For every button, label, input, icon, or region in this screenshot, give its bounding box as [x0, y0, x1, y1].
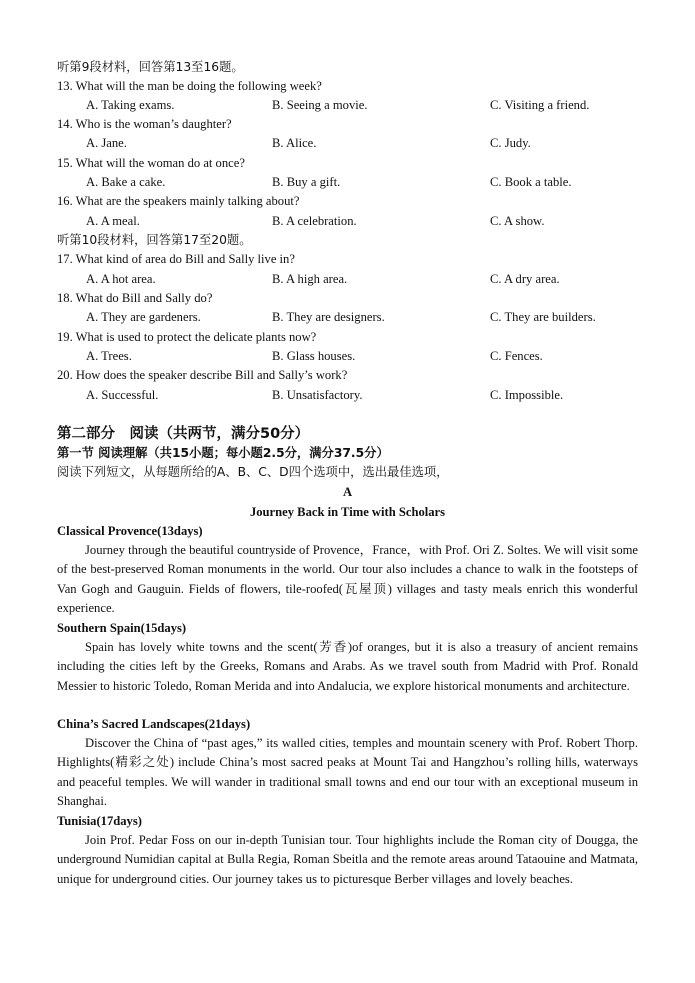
options-19	[0, 347, 695, 366]
option-b: B. They are designers.	[272, 310, 385, 324]
tour-text-provence: Journey through the beautiful countryside of Provence，France，with Prof. Ori Z. Soltes. We will visit some of the best-preserved Roman monuments in the world. Our tour also includes a chance to walk in the footsteps of Van Gogh and Gauguin. Fields of flowers, tile-roofed(瓦屋顶) villages and tasty meals enrich this wonderful experience.	[57, 543, 638, 616]
options-17	[0, 270, 695, 289]
option-a: A. A hot area.	[86, 272, 156, 286]
option-c: C. A dry area.	[490, 272, 560, 286]
reading-instructions: 阅读下列短文，从每题所给的A、B、C、D四个选项中，选出最佳选项，	[57, 465, 449, 479]
option-a: A. Bake a cake.	[86, 175, 166, 189]
option-a: A. They are gardeners.	[86, 310, 201, 324]
option-c: C. A show.	[490, 214, 545, 228]
option-b: B. Buy a gift.	[272, 175, 341, 189]
options-18	[0, 308, 695, 327]
option-b: B. Seeing a movie.	[272, 98, 368, 112]
option-c: C. Visiting a friend.	[490, 98, 590, 112]
tour-text-tunisia: Join Prof. Pedar Foss on our in-depth Tunisian tour. Tour highlights include the Roman city of Dougga, the underground Numidian capital at Bulla Regia, Roman Sbeitla and the remote areas around Tataouine and Matmata, unique for underground cities. Our journey takes us to picturesque Berber villages and lovely beaches.	[57, 833, 638, 886]
options-13	[0, 96, 695, 115]
options-16	[0, 212, 695, 231]
tour-heading-china: China’s Sacred Landscapes(21days)	[57, 717, 251, 731]
options-14	[0, 134, 695, 153]
option-c: C. Book a table.	[490, 175, 572, 189]
option-c: C. Fences.	[490, 349, 543, 363]
options-15	[0, 173, 695, 192]
question-17: 17. What kind of area do Bill and Sally live in?	[57, 252, 295, 266]
tour-text-spain: Spain has lovely white towns and the scent(芳香)of oranges, but it is also a treasury of ancient remains including the cities left by the Greeks, Romans and Arabs. As we travel south from Madrid with Prof. Ronald Messier to historic Toledo, Roman Merida and into Andalucia, we explore historical monuments and architecture.	[57, 640, 638, 693]
options-20	[0, 386, 695, 405]
tour-heading-provence: Classical Provence(13days)	[57, 524, 203, 538]
tour-text-china: Discover the China of “past ages,” its walled cities, temples and mountain scenery with Prof. Robert Thorp. Highlights(精彩之处) include China’s most sacred peaks at Mount Tai and Hangzhou’s rolling hills, waterways and peaceful temples. We will wander in traditional small towns and end our tour with an exceptional museum in Shanghai.	[57, 736, 638, 809]
option-a: A. Jane.	[86, 136, 127, 150]
tour-heading-spain: Southern Spain(15days)	[57, 621, 187, 635]
question-16: 16. What are the speakers mainly talking about?	[57, 194, 300, 208]
option-c: C. Impossible.	[490, 388, 564, 402]
option-b: B. Alice.	[272, 136, 317, 150]
option-a: A. A meal.	[86, 214, 140, 228]
question-18: 18. What do Bill and Sally do?	[57, 291, 213, 305]
option-a: A. Trees.	[86, 349, 132, 363]
option-b: B. A celebration.	[272, 214, 357, 228]
option-b: B. A high area.	[272, 272, 348, 286]
question-14: 14. Who is the woman’s daughter?	[57, 117, 232, 131]
tour-heading-tunisia: Tunisia(17days)	[57, 814, 142, 828]
question-20: 20. How does the speaker describe Bill and Sally’s work?	[57, 368, 348, 382]
option-c: C. Judy.	[490, 136, 531, 150]
question-13: 13. What will the man be doing the following week?	[57, 79, 322, 93]
passage-title: Journey Back in Time with Scholars	[249, 505, 446, 519]
question-15: 15. What will the woman do at once?	[57, 156, 245, 170]
section9-intro: 听第9段材料，回答第13至16题。	[57, 60, 244, 74]
option-a: A. Taking exams.	[86, 98, 175, 112]
section-one-title: 第一节 阅读理解（共15小题；每小题2.5分，满分37.5分）	[57, 446, 389, 460]
option-a: A. Successful.	[86, 388, 159, 402]
question-19: 19. What is used to protect the delicate plants now?	[57, 330, 317, 344]
section10-intro: 听第10段材料，回答第17至20题。	[57, 233, 252, 247]
option-b: B. Unsatisfactory.	[272, 388, 363, 402]
option-b: B. Glass houses.	[272, 349, 356, 363]
passage-letter: A	[342, 485, 353, 499]
option-c: C. They are builders.	[490, 310, 596, 324]
part-two-title: 第二部分 阅读（共两节，满分50分）	[57, 426, 310, 442]
